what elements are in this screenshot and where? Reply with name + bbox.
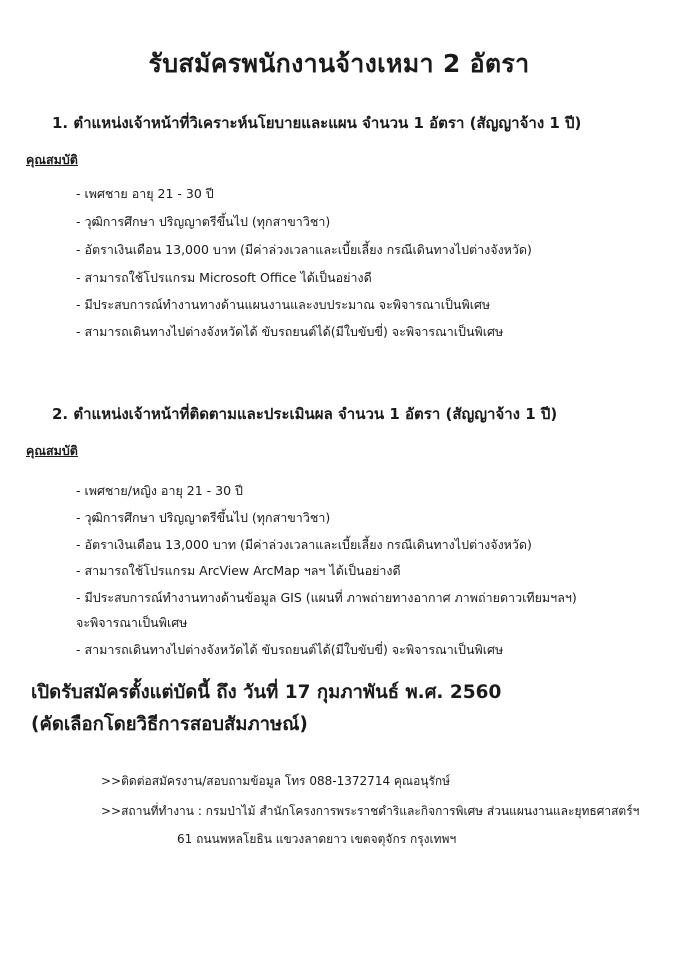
position-1-item: - สามารถใช้โปรแกรม Microsoft Office ได้เป็นอย่างดี xyxy=(76,270,372,285)
contact-phone: >>ติดต่อสมัครงาน/สอบถามข้อมูล โทร 088-1372714 คุณอนุรักษ์ xyxy=(101,774,451,788)
page-title: รับสมัครพนักงานจ้างเหมา 2 อัตรา xyxy=(148,49,530,78)
position-2-item: - วุฒิการศึกษา ปริญญาตรีขึ้นไป (ทุกสาขาวิชา) xyxy=(76,510,331,525)
selection-method: (คัดเลือกโดยวิธีการสอบสัมภาษณ์) xyxy=(31,714,308,735)
workplace-address: >>สถานที่ทำงาน : กรมป่าไม้ สำนักโครงการพระราชดำริและกิจการพิเศษ ส่วนแผนงานและยุทธศาสตร์ฯ xyxy=(101,804,640,818)
position-2-item: - อัตราเงินเดือน 13,000 บาท (มีค่าล่วงเวลาและเบี้ยเลี้ยง กรณีเดินทางไปต่างจังหวัด) xyxy=(76,537,532,552)
position-1-item: - เพศชาย อายุ 21 - 30 ปี xyxy=(76,186,214,201)
application-period: เปิดรับสมัครตั้งแต่บัดนี้ ถึง วันที่ 17 กุมภาพันธ์ พ.ศ. 2560 xyxy=(31,682,502,703)
position-1-item: - มีประสบการณ์ทำงานทางด้านแผนงานและงบประมาณ จะพิจารณาเป็นพิเศษ xyxy=(76,297,491,312)
position-1-item: - สามารถเดินทางไปต่างจังหวัดได้ ขับรถยนต์ได้(มีใบขับขี่) จะพิจารณาเป็นพิเศษ xyxy=(76,324,504,339)
position-2-item: - สามารถใช้โปรแกรม ArcView ArcMap ฯลฯ ได้เป็นอย่างดี xyxy=(76,563,401,578)
position-1-qualifications-label: คุณสมบัติ xyxy=(26,152,78,167)
position-2-item: - มีประสบการณ์ทำงานทางด้านข้อมูล GIS (แผนที่ ภาพถ่ายทางอากาศ ภาพถ่ายดาวเทียมฯลฯ) xyxy=(76,590,577,605)
workplace-address-line2: 61 ถนนพหลโยธิน แขวงลาดยาว เขตจตุจักร กรุงเทพฯ xyxy=(177,832,457,846)
position-1-item: - วุฒิการศึกษา ปริญญาตรีขึ้นไป (ทุกสาขาวิชา) xyxy=(76,214,331,229)
position-2-item: - เพศชาย/หญิง อายุ 21 - 30 ปี xyxy=(76,483,243,498)
position-1-item: - อัตราเงินเดือน 13,000 บาท (มีค่าล่วงเวลาและเบี้ยเลี้ยง กรณีเดินทางไปต่างจังหวัด) xyxy=(76,242,532,257)
position-2-heading: 2. ตำแหน่งเจ้าหน้าที่ติดตามและประเมินผล จำนวน 1 อัตรา (สัญญาจ้าง 1 ปี) xyxy=(52,405,558,423)
position-2-item: จะพิจารณาเป็นพิเศษ xyxy=(76,615,188,630)
position-2-qualifications-label: คุณสมบัติ xyxy=(26,443,78,458)
position-1-heading: 1. ตำแหน่งเจ้าหน้าที่วิเคราะห์นโยบายและแผน จำนวน 1 อัตรา (สัญญาจ้าง 1 ปี) xyxy=(52,114,582,132)
position-2-item: - สามารถเดินทางไปต่างจังหวัดได้ ขับรถยนต์ได้(มีใบขับขี่) จะพิจารณาเป็นพิเศษ xyxy=(76,642,504,657)
